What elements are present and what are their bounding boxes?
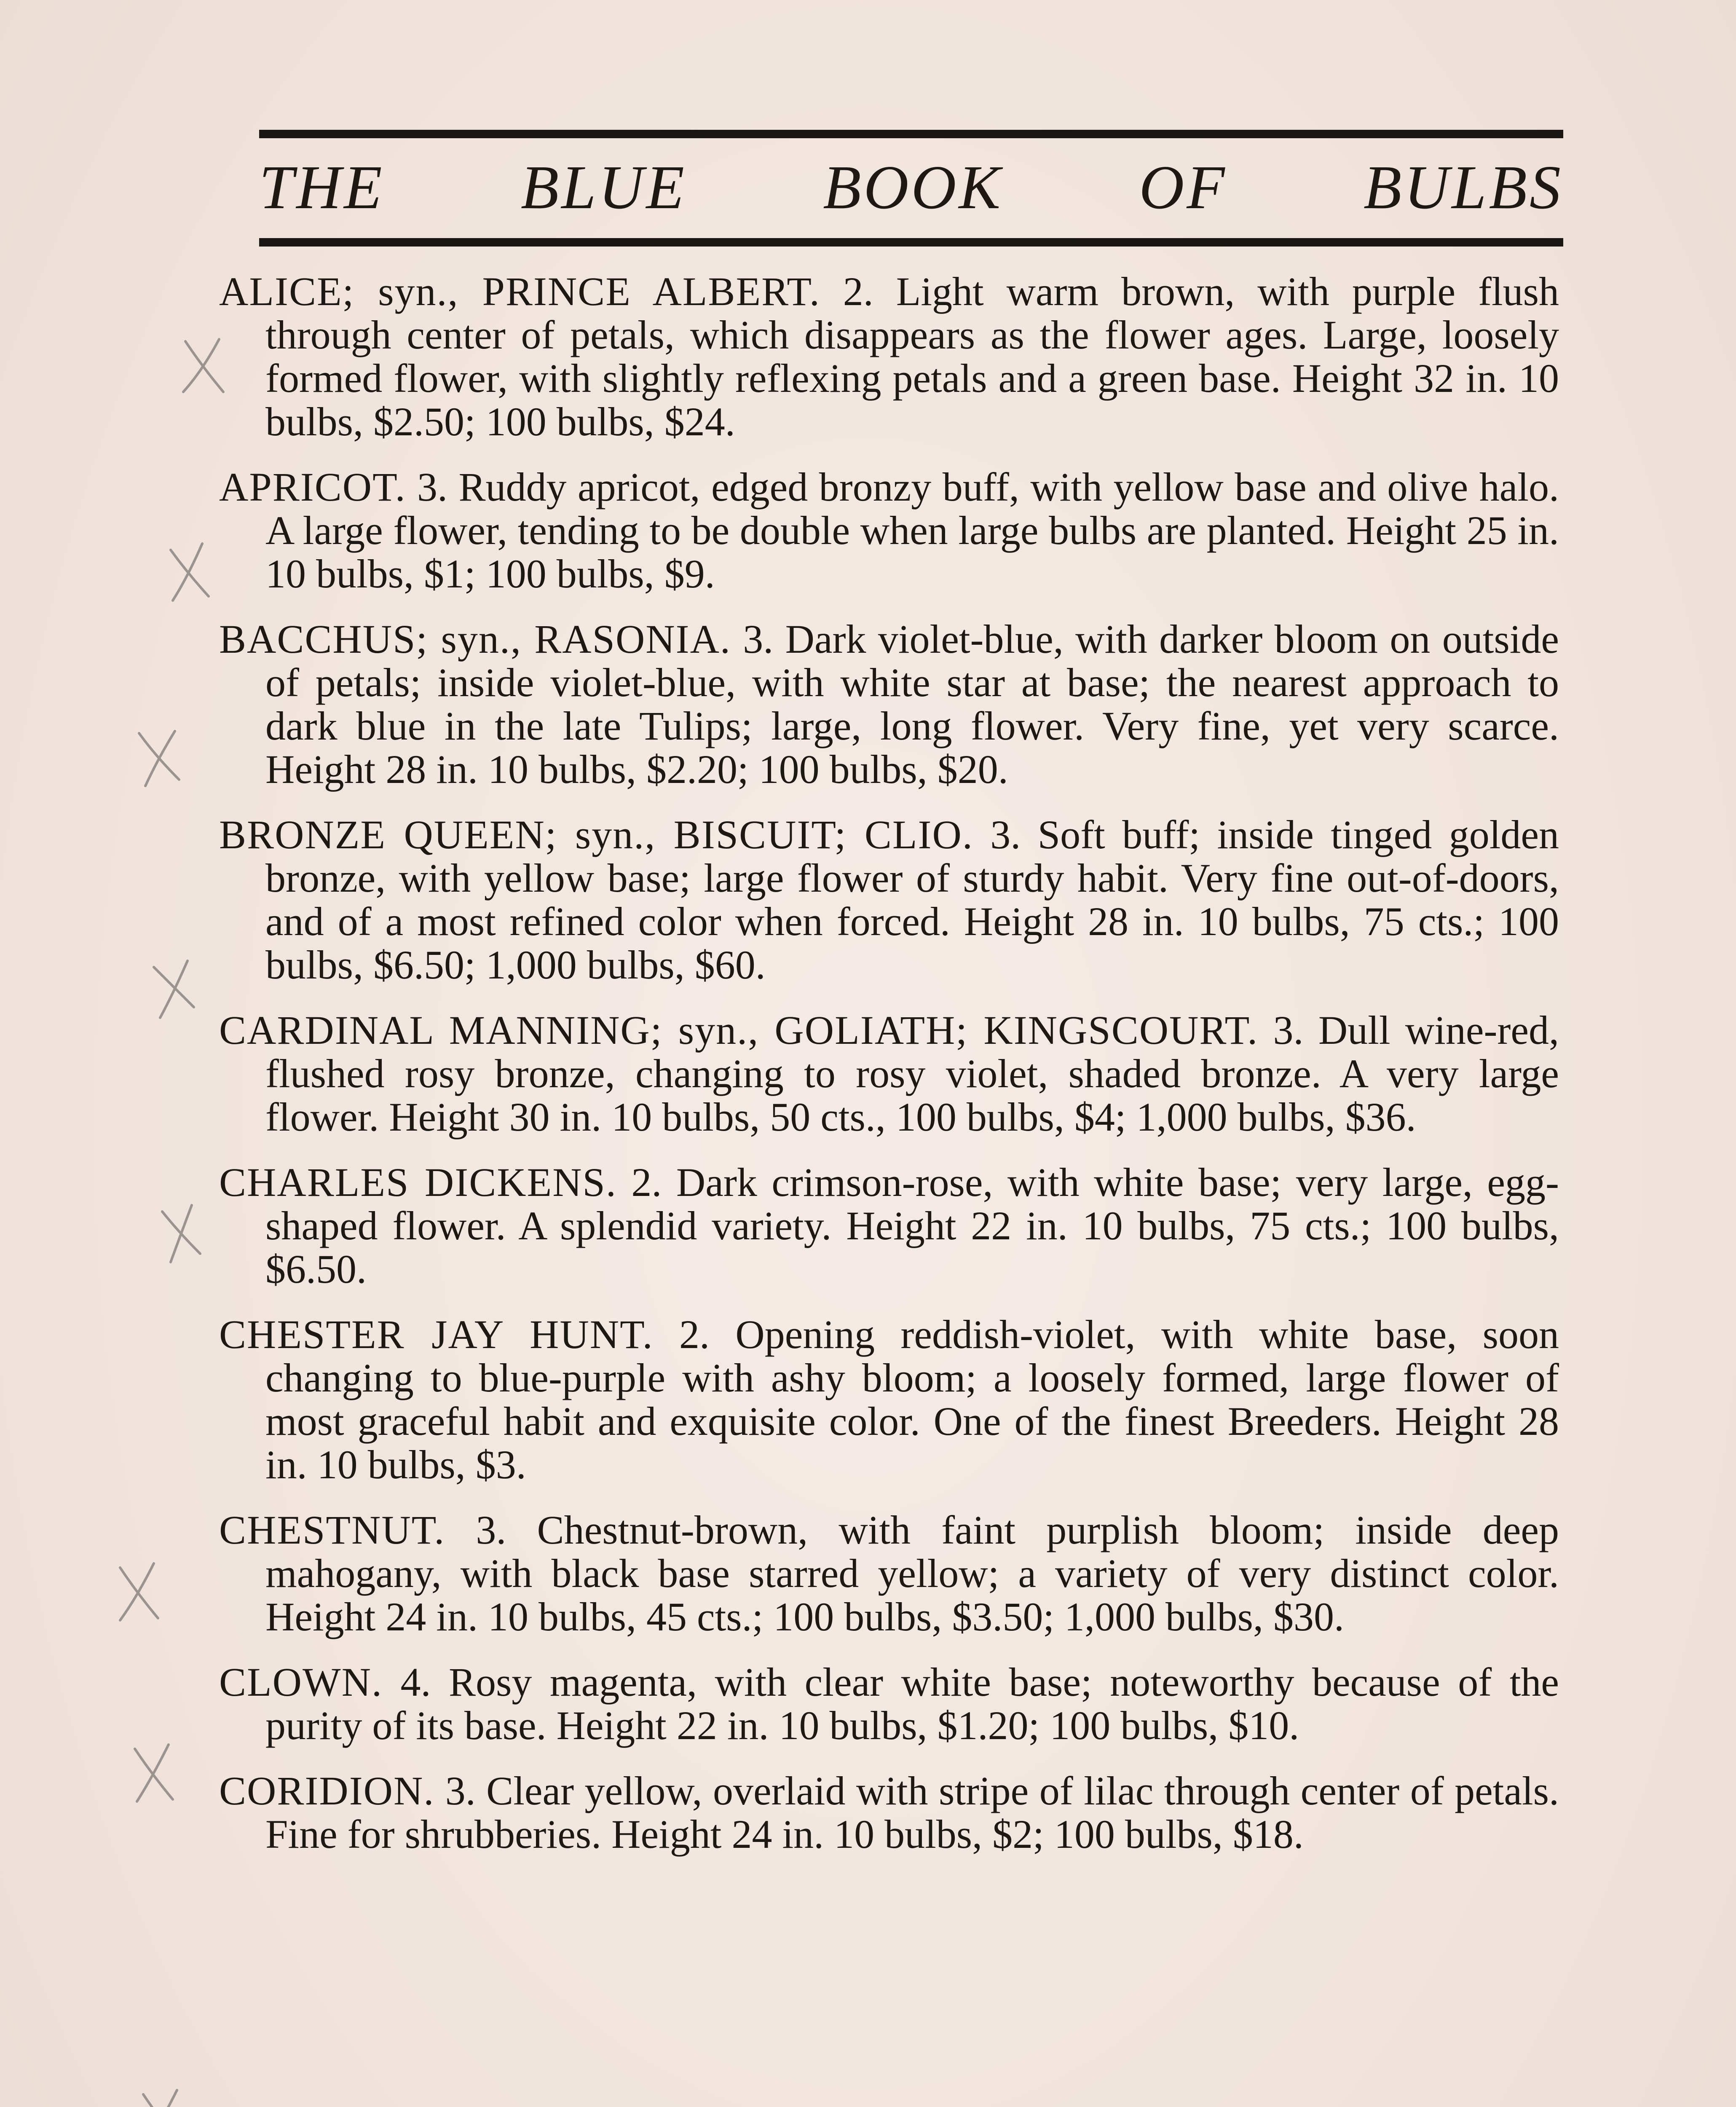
entry-description: 3. Clear yellow, overlaid with stripe of lilac through center of petals. Fine for shrubberies. Height 24 in. 10 bulbs, $2; 100 bulbs, $18. [265,1768,1559,1857]
pencil-x-mark-icon [147,957,198,1020]
header-rule-top [259,130,1563,138]
entry-description: 4. Rosy magenta, with clear white base; noteworthy because of the purity of its base. Height 22 in. 10 bulbs, $1.20; 100 bulbs, $10. [265,1659,1559,1748]
pencil-x-mark-icon [126,1740,177,1804]
entry-name: ALICE; syn., PRINCE ALBERT. [219,269,820,314]
entry-description: 2. Dark crimson-rose, with white base; very large, egg-shaped flower. A splendid variety. Height 22 in. 10 bulbs, 75 cts.; 100 bulbs, $6.50. [265,1160,1559,1292]
header-word: OF [1139,153,1227,222]
entry-name: CHESTNUT. [219,1507,445,1552]
entry-name: CARDINAL MANNING; syn., GOLIATH; KINGSCOURT. [219,1008,1259,1053]
entry-description: 3. Dark violet-blue, with darker bloom on outside of petals; inside violet-blue, with white star at base; the nearest approach to dark blue in the late Tulips; large, long flower. Very fine, yet very scarce. Height 28 in. 10 bulbs, $2.20; 100 bulbs, $20. [265,617,1559,792]
entry-name: CLOWN. [219,1659,383,1705]
pencil-x-mark-icon [133,725,183,788]
entry-alice [219,270,1559,443]
header-word: BOOK [823,153,1003,222]
entry-chestnut [219,1508,1559,1638]
entry-bacchus [219,617,1559,791]
entry-cardinal-manning [219,1008,1559,1139]
entry-name: BRONZE QUEEN; syn., BISCUIT; CLIO. [219,812,973,857]
header-rule-bottom [259,238,1563,247]
pencil-x-mark-icon [177,333,228,396]
entry-chester-jay-hunt [219,1313,1559,1486]
tulip-entry-list [219,270,1559,1878]
entry-name: CHESTER JAY HUNT. [219,1312,654,1357]
entry-description: 3. Dull wine-red, flushed rosy bronze, changing to rosy violet, shaded bronze. A very large flower. Height 30 in. 10 bulbs, 50 cts., 100 bulbs, $4; 1,000 bulbs, $36. [265,1008,1559,1139]
entry-name: CHARLES DICKENS. [219,1160,617,1205]
entry-bronze-queen [219,813,1559,986]
entry-name: BACCHUS; syn., RASONIA. [219,617,731,662]
pencil-x-mark-icon [112,1559,162,1622]
entry-description: 2. Opening reddish-violet, with white base, soon changing to blue-purple with ashy bloom; a loosely formed, large flower of most graceful habit and exquisite color. One of the finest Breeders. Height 28 in. 10 bulbs, $3. [265,1312,1559,1487]
entry-charles-dickens [219,1161,1559,1291]
running-header [259,145,1563,230]
header-word: BLUE [520,153,687,222]
entry-coridion [219,1769,1559,1856]
pencil-x-mark-icon [154,1201,204,1264]
entry-apricot [219,465,1559,595]
entry-description: 3. Chestnut-brown, with faint purplish bloom; inside deep mahogany, with black base starred yellow; a variety of very distinct color. Height 24 in. 10 bulbs, 45 cts.; 100 bulbs, $3.50; 1,000 bulbs, $30. [265,1507,1559,1639]
entry-name: CORIDION. [219,1768,435,1813]
header-word: THE [259,153,385,222]
header-word: BULBS [1363,153,1563,222]
pencil-x-mark-icon [135,2086,185,2107]
pencil-x-mark-icon [162,539,213,603]
entry-name: APRICOT. [219,464,406,509]
entry-description: 3. Ruddy apricot, edged bronzy buff, with yellow base and olive halo. A large flower, tending to be double when large bulbs are planted. Height 25 in. 10 bulbs, $1; 100 bulbs, $9. [265,464,1559,596]
entry-description: 2. Light warm brown, with purple flush through center of petals, which disappears as the flower ages. Large, loosely formed flower, with slightly reflexing petals and a green base. Height 32 in. 10 bulbs, $2.50; 100 bulbs, $24. [265,269,1559,444]
entry-description: 3. Soft buff; inside tinged golden bronze, with yellow base; large flower of sturdy habit. Very fine out-of-doors, and of a most refined color when forced. Height 28 in. 10 bulbs, 75 cts.; 100 bulbs, $6.50; 1,000 bulbs, $60. [265,812,1559,987]
entry-clown [219,1660,1559,1747]
